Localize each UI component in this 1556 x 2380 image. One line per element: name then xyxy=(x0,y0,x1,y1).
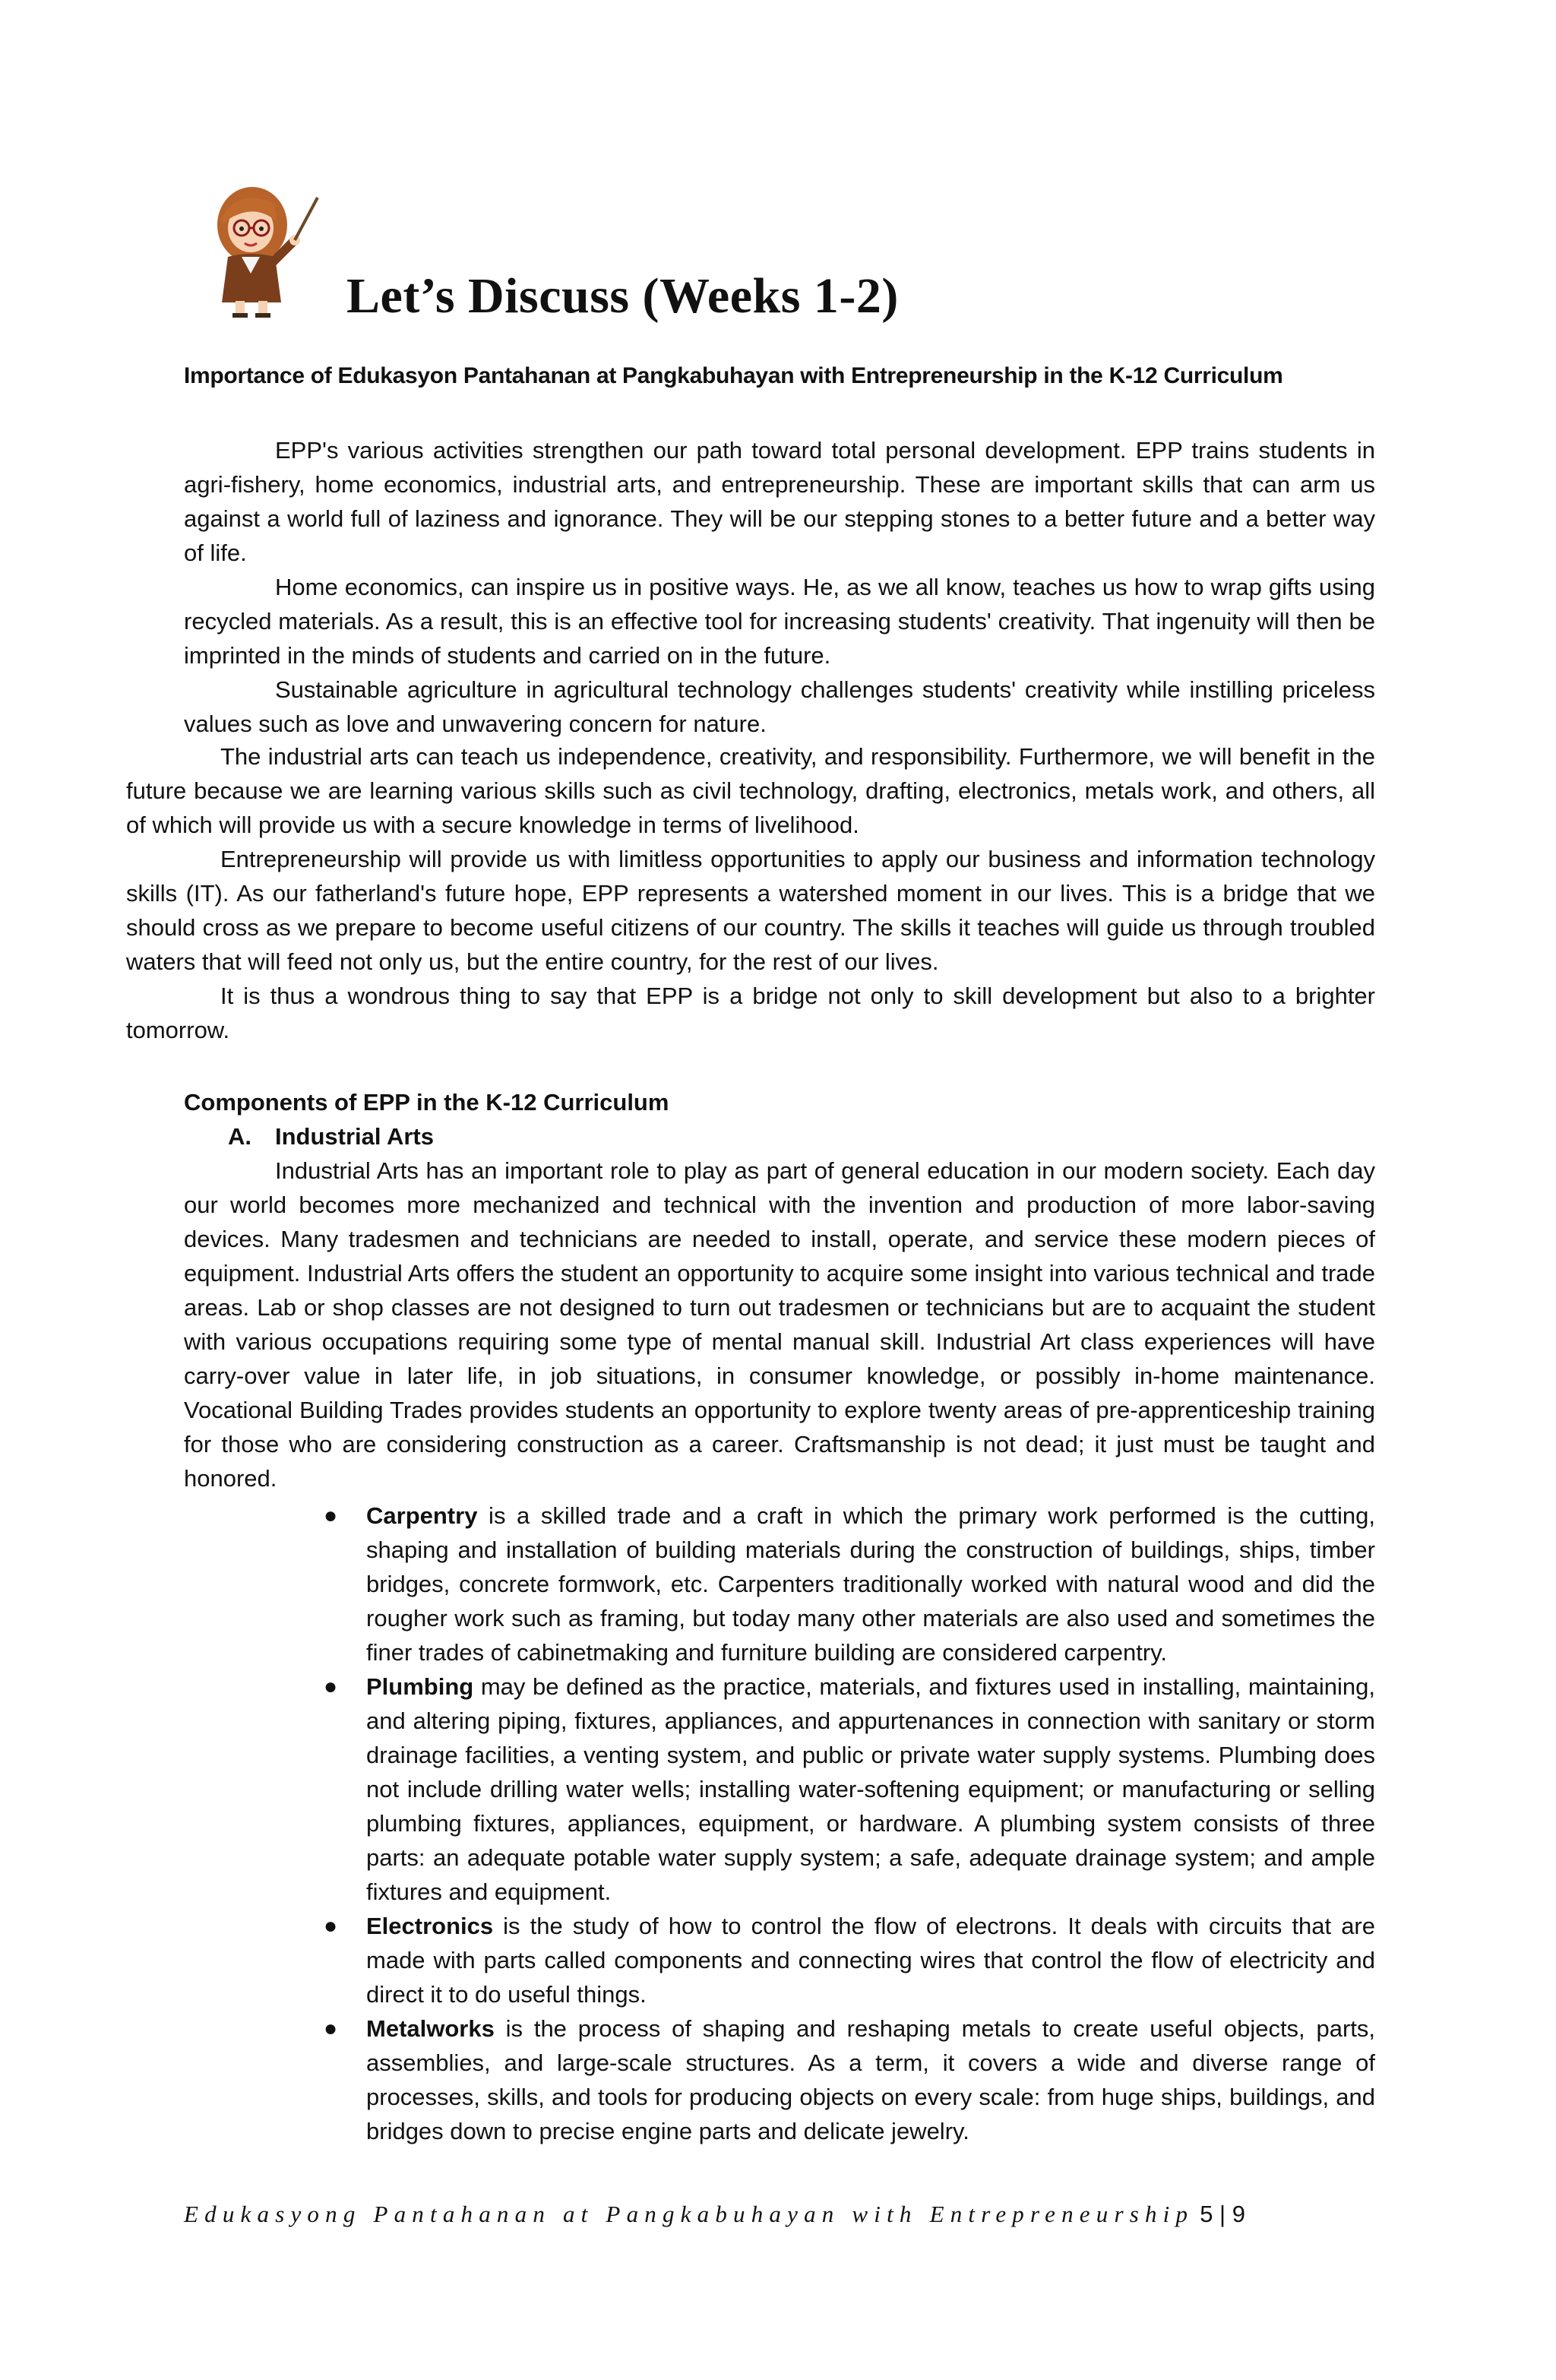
teacher-with-pointer-icon xyxy=(205,181,334,321)
bullet-icon: ● xyxy=(324,1674,338,1699)
subsection-title: Industrial Arts xyxy=(275,1123,434,1150)
components-heading: Components of EPP in the K-12 Curriculum xyxy=(184,1089,669,1116)
paragraph: EPP's various activities strengthen our path toward total personal development. EPP trains students in agri-fishery, home economics, industrial arts, and entrepreneurship. These are important skills that can arm us against a world full of laziness and ignorance. They will be our stepping stones to a better future and a better way of life. xyxy=(184,437,1375,566)
footer-text: Edukasyong Pantahanan at Pangkabuhayan with Entrepreneurship xyxy=(184,2201,1194,2227)
list-letter: A. xyxy=(228,1123,251,1150)
intro-paragraphs-wide xyxy=(126,739,1375,1047)
list-item xyxy=(324,1499,1375,1669)
bullet-term: Plumbing xyxy=(366,1673,474,1700)
bullet-icon: ● xyxy=(324,1503,338,1528)
section-subtitle: Importance of Edukasyon Pantahanan at Pangkabuhayan with Entrepreneurship in the K-12 Curriculum xyxy=(184,363,1283,388)
paragraph: The industrial arts can teach us independence, creativity, and responsibility. Furthermore, we will benefit in the future because we are learning various skills such as civil technology, drafting, electronics, metals work, and others, all of which will provide us with a secure knowledge in terms of livelihood. xyxy=(126,743,1375,838)
paragraph: Entrepreneurship will provide us with limitless opportunities to apply our business and information technology skills (IT). As our fatherland's future hope, EPP represents a watershed moment in our lives. This is a bridge that we should cross as we prepare to become useful citizens of our country. The skills it teaches will guide us through troubled waters that will feed not only us, but the entire country, for the rest of our lives. xyxy=(126,846,1375,975)
paragraph: It is thus a wondrous thing to say that EPP is a bridge not only to skill development but also to a brighter tomorrow. xyxy=(126,983,1375,1043)
bullet-term: Carpentry xyxy=(366,1502,478,1529)
page-title: Let’s Discuss (Weeks 1-2) xyxy=(346,268,899,324)
bullet-text: is the process of shaping and reshaping metals to create useful objects, parts, assemblies, and large-scale structures. As a term, it covers a wide and diverse range of processes, skills, and tools for producing objects on every scale: from huge ships, buildings, and bridges down to precise engine parts and delicate jewelry. xyxy=(366,2015,1375,2144)
intro-paragraphs xyxy=(184,433,1375,741)
bullet-text: is the study of how to control the flow of electrons. It deals with circuits that are made with parts called components and connecting wires that control the flow of electricity and direct it to do useful things. xyxy=(366,1913,1375,2008)
paragraph: Industrial Arts has an important role to play as part of general education in our modern society. Each day our world becomes more mechanized and technical with the invention and production of more labor-saving devices. Many tradesmen and technicians are needed to install, operate, and service these modern pieces of equipment. Industrial Arts offers the student an opportunity to acquire some insight into various technical and trade areas. Lab or shop classes are not designed to turn out tradesmen or technicians but are to acquaint the student with various occupations requiring some type of mental manual skill. Industrial Art class experiences will have carry-over value in later life, in job situations, in consumer knowledge, or possibly in-home maintenance. Vocational Building Trades provides students an opportunity to explore twenty areas of pre-apprenticeship training for those who are considering construction as a career. Craftsmanship is not dead; it just must be taught and honored. xyxy=(184,1157,1375,1492)
paragraph: Sustainable agriculture in agricultural technology challenges students' creativity while instilling priceless values such as love and unwavering concern for nature. xyxy=(184,676,1375,737)
list-item xyxy=(324,1669,1375,1909)
list-item xyxy=(324,1909,1375,2011)
paragraph: Home economics, can inspire us in positive ways. He, as we all know, teaches us how to wrap gifts using recycled materials. As a result, this is an effective tool for increasing students' creativity. That ingenuity will then be imprinted in the minds of students and carried on in the future. xyxy=(184,574,1375,669)
bullet-text: is a skilled trade and a craft in which the primary work performed is the cutting, shaping and installation of building materials during the construction of buildings, ships, timber bridges, concrete formwork, etc. Carpenters traditionally worked with natural wood and did the rougher work such as framing, but today many other materials are also used and sometimes the finer trades of cabinetmaking and furniture building are considered carpentry. xyxy=(366,1502,1375,1666)
industrial-arts-body xyxy=(184,1154,1375,1495)
bullet-list xyxy=(324,1499,1375,2148)
bullet-term: Metalworks xyxy=(366,2015,495,2042)
page-number: 5 | 9 xyxy=(1200,2201,1245,2227)
bullet-icon: ● xyxy=(324,1913,338,1938)
bullet-term: Electronics xyxy=(366,1913,494,1939)
list-item xyxy=(324,2011,1375,2148)
bullet-icon: ● xyxy=(324,2016,338,2041)
bullet-text: may be defined as the practice, materials, and fixtures used in installing, maintaining, and altering piping, fixtures, appliances, and appurtenances in connection with sanitary or storm drainage facilities, a venting system, and public or private water supply systems. Plumbing does not include drilling water wells; installing water-softening equipment; or manufacturing or selling plumbing fixtures, appliances, equipment, or hardware. A plumbing system consists of three parts: an adequate potable water supply system; a safe, adequate drainage system; and ample fixtures and equipment. xyxy=(366,1673,1375,1905)
industrial-arts-heading xyxy=(228,1119,434,1154)
page-footer xyxy=(184,2201,1375,2228)
